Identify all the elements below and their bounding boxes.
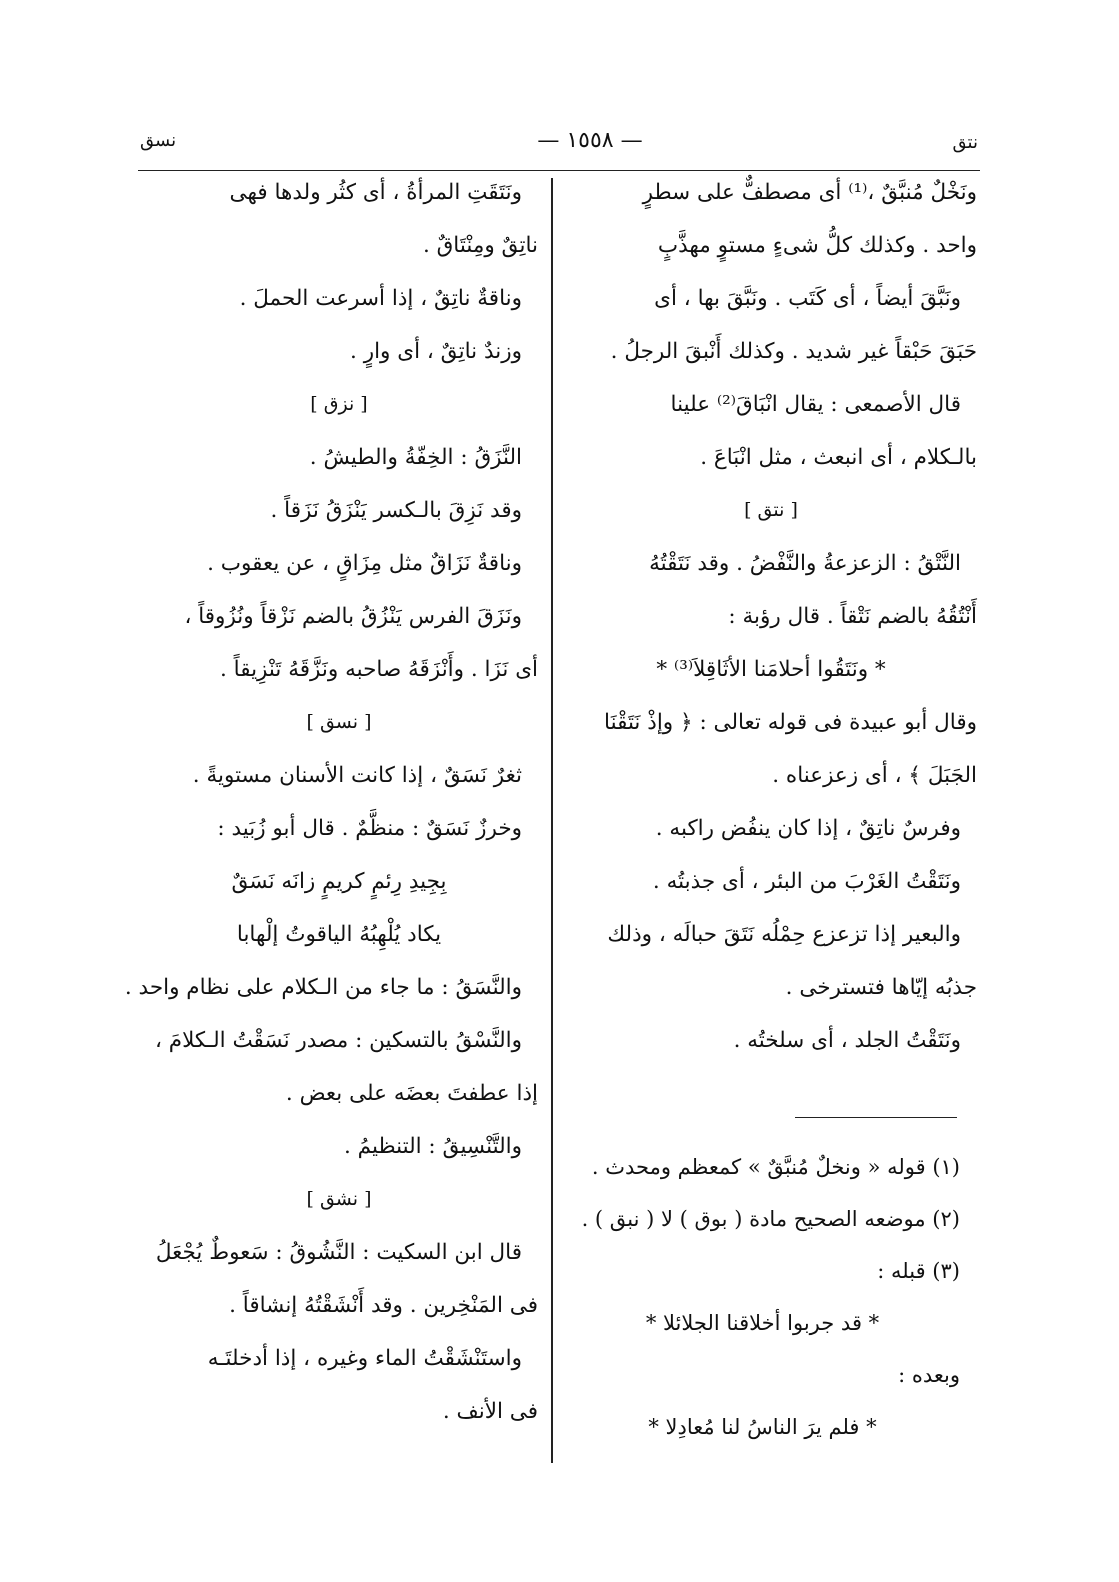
footnote-verse: * فلم يرَ الناسُ لنا مُعادِلا * <box>648 1415 877 1439</box>
header-rule <box>138 170 980 171</box>
text-line: جذبُه إيّاها فتسترخى . <box>785 975 977 1000</box>
text-line: وقد نَزِقَ بالـكسر يَنْزَقُ نَزَقاً . <box>270 498 522 523</box>
text-line: ثغرٌ نَسَقٌ ، إذا كانت الأسنان مستويةً . <box>192 763 522 788</box>
text-line: وقال أبو عبيدة فى قوله تعالى : ﴿ وإذْ نَتَقْنَا <box>604 710 977 735</box>
text-line: وناقةٌ نَزَاقٌ مثل مِزَاقٍ ، عن يعقوب . <box>207 551 522 576</box>
footnote-verse: * قد جربوا أخلاقنا الجلائلا * <box>645 1311 880 1335</box>
entry-heading: [ نشق ] <box>306 1188 372 1210</box>
text-line: والبعير إذا تزعزع حِمْلُه نَتَقَ حبالَه ، وذلك <box>607 922 961 947</box>
text-line: النَّزَقُ : الخِفّةُ والطيشُ . <box>309 445 522 470</box>
text-line: أَنْتُقُهُ بالضم نَتْقاً . قال رؤبة : <box>728 604 977 629</box>
text-line: ونَخْلٌ مُنبَّقٌ ،⁽¹⁾ أى مصطفٌّ على سطرٍ <box>642 180 977 205</box>
text-line: ونَتَقَتِ المرأةُ ، أى كثُر ولدها فهى <box>229 180 522 205</box>
text-line: واحد . وكذلك كلُّ شىءٍ مستوٍ مهذَّبٍ <box>657 233 977 258</box>
text-line: حَبَقَ حَبْقاً غير شديد . وكذلك أَنْبقَ الرجلُ . <box>610 339 977 364</box>
header-right-word: نتق <box>952 132 978 153</box>
text-line: فى الأنف . <box>442 1399 538 1424</box>
footnote: (٣) قبله : <box>877 1259 960 1283</box>
text-line: قال ابن السكيت : النَّشُوقُ : سَعوطٌ يُجْعَلُ <box>155 1240 522 1265</box>
text-line: والتَّنْسِيقُ : التنظيمُ . <box>344 1134 522 1159</box>
text-line: وزندٌ ناتِقٌ ، أى وارٍ . <box>350 339 522 364</box>
verse-line: * ونَتَقُوا أحلامَنا الأثَاقِلاَ⁽³⁾ * <box>656 657 886 682</box>
page-number: — ١٥٥٨ — <box>537 128 643 153</box>
entry-heading: [ نزق ] <box>310 393 368 415</box>
verse-line: يكاد يُلْهِبُهُ الياقوتُ إلْهابا <box>236 922 442 947</box>
text-line: ونَتَقْتُ الغَرْبَ من البئر ، أى جذبتُه . <box>652 869 961 894</box>
text-line: والنَّسَقُ : ما جاء من الـكلام على نظام واحد . <box>124 975 522 1000</box>
footnote: (١) قوله « ونخلٌ مُنبَّقٌ » كمعظم ومحدث . <box>591 1155 960 1179</box>
text-line: ونَبَّقَ أيضاً ، أى كَتَب . ونَبَّقَ بها ، أى <box>654 286 961 311</box>
text-line: والنَّسْقُ بالتسكين : مصدر نَسَقْتُ الـكلامَ ، <box>155 1028 522 1053</box>
text-line: إذا عطفتَ بعضَه على بعض . <box>285 1081 538 1106</box>
text-line: أى نَزَا . وأَنْزَقَهُ صاحبه ونَزَّقَهُ تَنْزِيقاً . <box>219 657 538 682</box>
text-line: ونَزَقَ الفرس يَنْزُقُ بالضم نَزْقاً ونُزُوقاً ، <box>184 604 522 629</box>
text-line: وناقةٌ ناتِقٌ ، إذا أسرعت الحملَ . <box>239 286 522 311</box>
text-line: بالـكلام ، أى انبعث ، مثل انْبَاعَ . <box>700 445 977 470</box>
text-line: قال الأصمعى : يقال انْبَاقَ⁽²⁾ علينا <box>670 392 961 417</box>
left-column <box>124 176 538 1448</box>
header-left-word: نسق <box>140 130 177 151</box>
text-line: فى المَنْخِرين . وقد أَنْشَقْتُهُ إنشاقاً . <box>229 1293 538 1318</box>
footnote-separator <box>795 1117 957 1118</box>
page-header <box>140 126 978 160</box>
column-divider <box>551 178 553 1463</box>
footnotes <box>565 1151 960 1463</box>
text-line: وفرسٌ ناتِقٌ ، إذا كان ينفُض راكبه . <box>655 816 961 841</box>
entry-heading: [ نسق ] <box>306 711 372 733</box>
verse-line: بِجِيدِ رِئمٍ كريمٍ زانَه نَسَقٌ <box>231 869 447 894</box>
text-line: واستَنْشَقْتُ الماء وغيره ، إذا أدخلتَـه <box>207 1346 522 1371</box>
entry-heading: [ نتق ] <box>744 499 798 521</box>
text-line: الجَبَلَ ﴾ ، أى زعزعناه . <box>772 763 977 788</box>
text-line: ناتِقٌ ومِنْتَاقٌ . <box>422 233 538 258</box>
footnote: وبعده : <box>898 1363 960 1387</box>
text-line: ونَتَقْتُ الجلد ، أى سلختُه . <box>733 1028 961 1053</box>
right-column <box>565 176 977 1077</box>
text-line: النَّتْقُ : الزعزعةُ والنَّفْضُ . وقد نَتَقْتُهُ <box>649 551 961 576</box>
footnote: (٢) موضعه الصحيح مادة ( بوق ) لا ( نبق ) . <box>581 1207 960 1231</box>
text-line: وخرزٌ نَسَقٌ : منظَّمٌ . قال أبو زُبَيد : <box>217 816 522 841</box>
